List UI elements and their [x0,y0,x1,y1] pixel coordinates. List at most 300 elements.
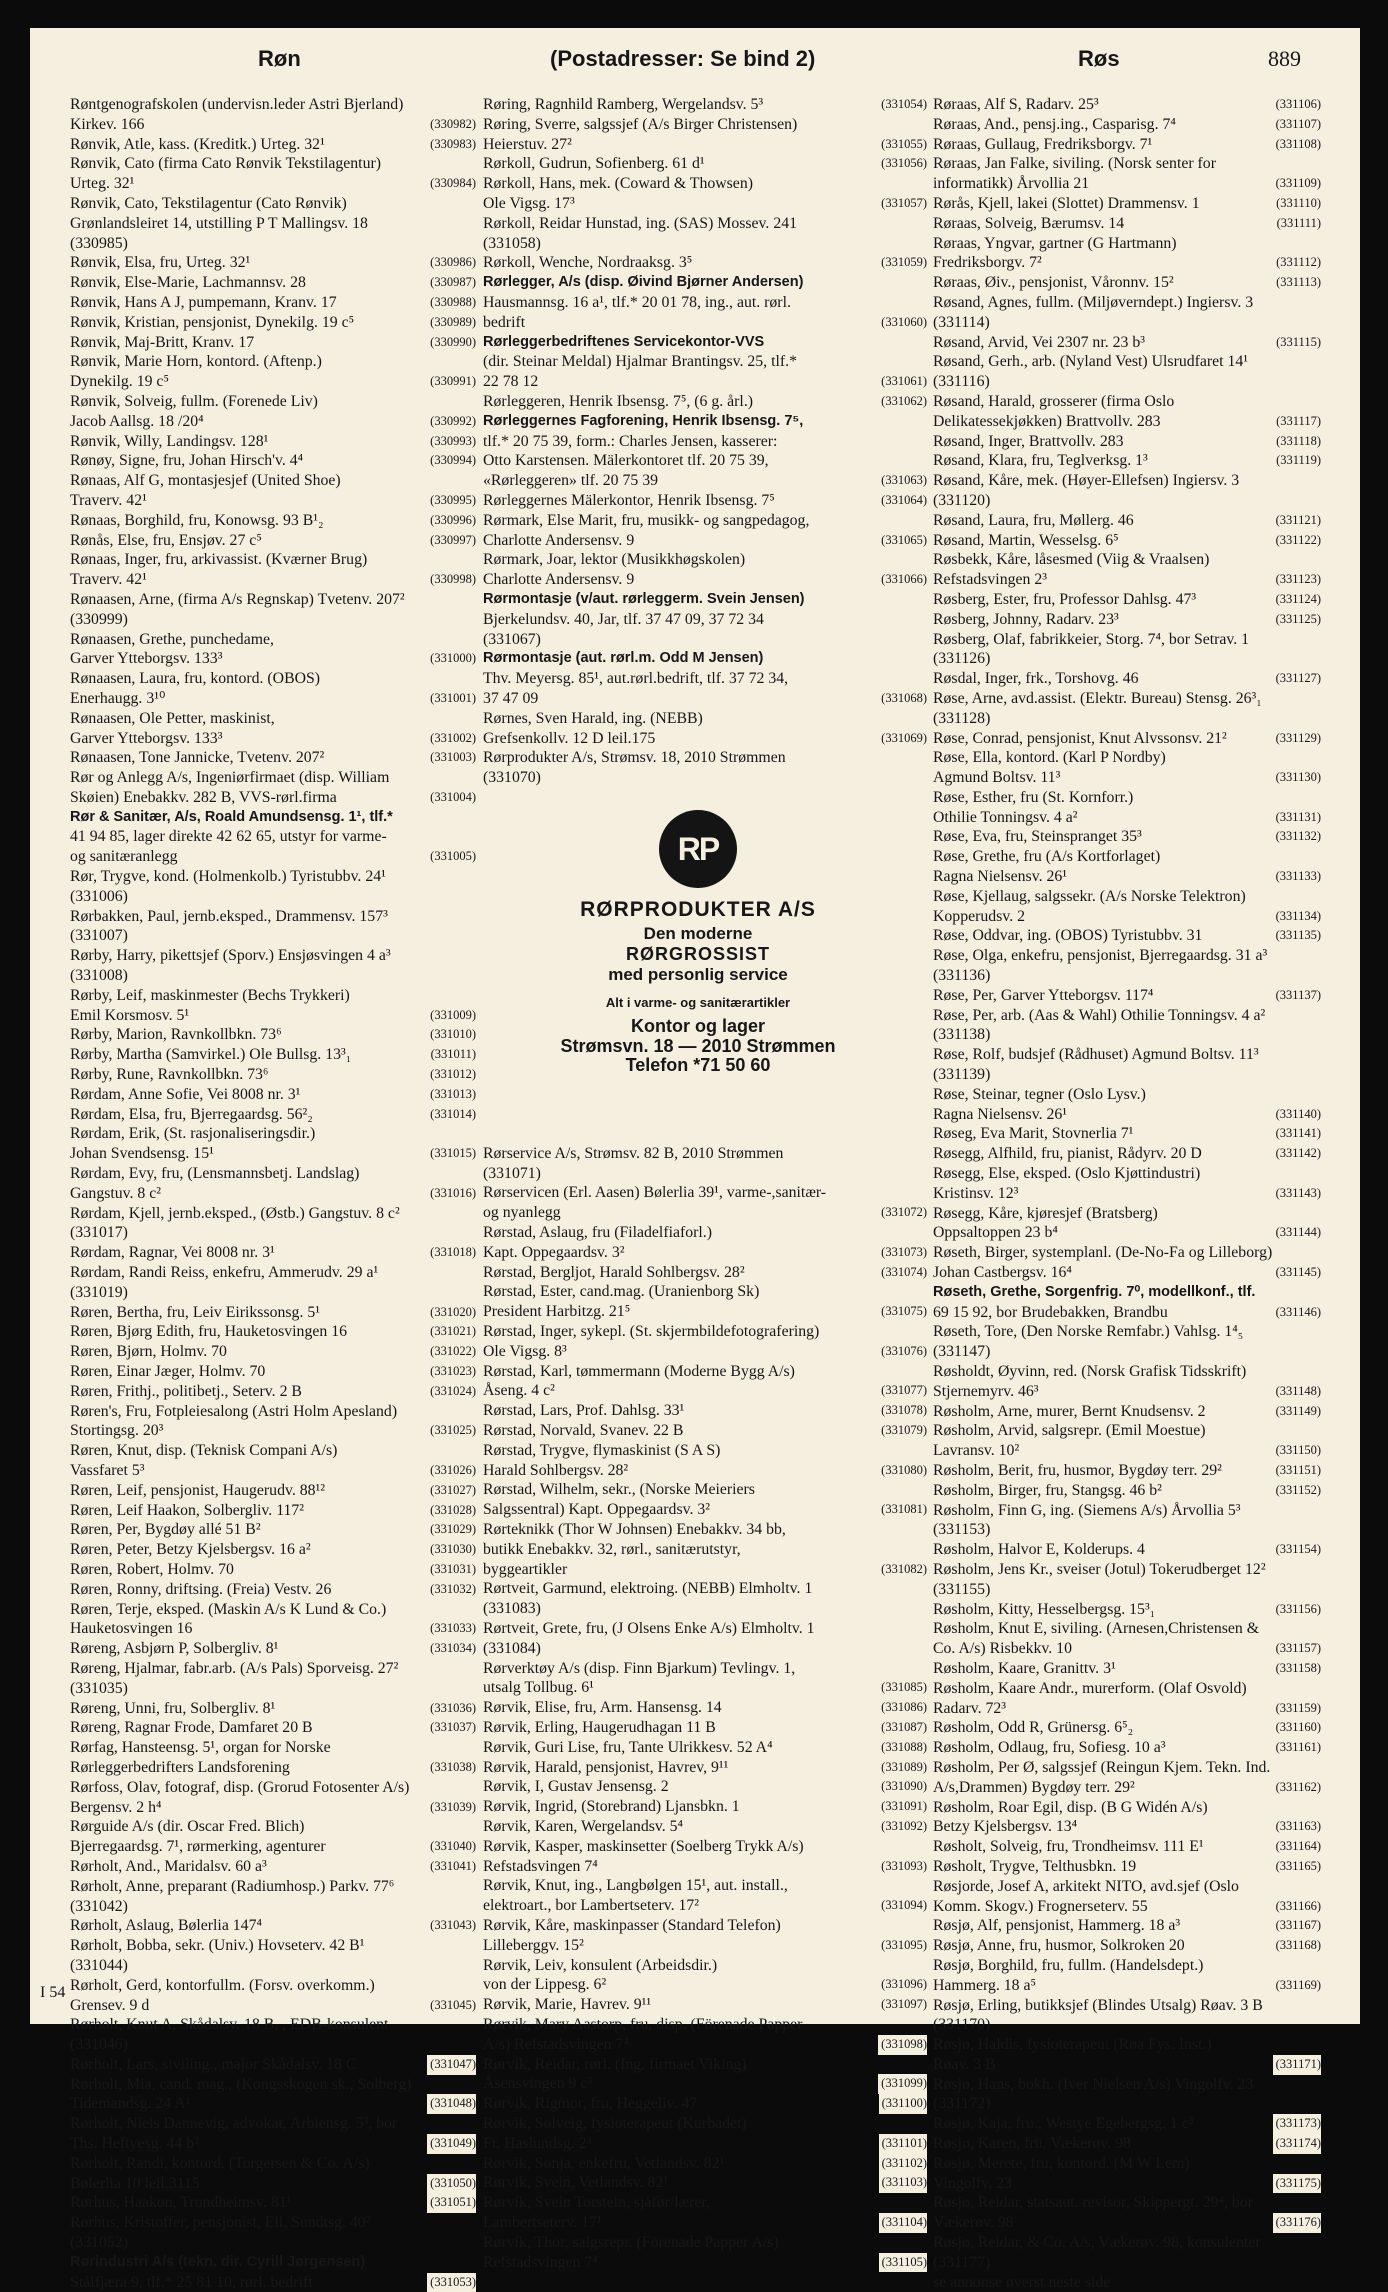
entry-text: (331008) [70,967,128,985]
directory-entry [933,392,1321,412]
entry-text: Kapt. Oppegaardsv. 3² [483,1243,625,1261]
directory-entry [933,1540,1321,1560]
entry-text: Rønaas, Alf G, montasjesjef (United Shoe) [70,472,341,490]
entry-number: (331020) [427,1303,476,1323]
entry-number: (330984) [427,174,476,194]
entry-text: Vassfaret 5³ [70,1461,145,1479]
entry-text: Rørdam, Elsa, fru, Bjerregaardsg. 56²₂ [70,1105,313,1123]
entry-text: (331153) [933,1521,991,1539]
directory-entry [70,451,476,471]
directory-entry [70,1164,476,1184]
directory-entry [933,2114,1321,2134]
directory-entry [70,234,476,254]
directory-entry [933,1679,1321,1699]
entry-text: Stålfjæra 9, tlf.* 25 81 10, rørl. bedrift [70,2273,313,2291]
entry-text: (331177) [933,2253,991,2271]
entry-text: Rørservicen (Erl. Aasen) Bølerlia 39¹, varme-,sanitær- [483,1184,827,1202]
entry-text: og sanitæranlegg [70,848,178,866]
directory-entry [70,2134,476,2154]
entry-text: Rørservice A/s, Strømsv. 82 B, 2010 Strømmen [483,1144,784,1162]
directory-entry [483,1758,927,1778]
directory-entry [70,1817,476,1837]
entry-text: Rørguide A/s (dir. Oscar Fred. Blich) [70,1818,305,1836]
entry-text: Rørmark, Else Marit, fru, musikk- og sangpedagog, [483,511,810,529]
directory-entry [70,1738,476,1758]
entry-text: Rønvik, Else-Marie, Lachmannsv. 28 [70,274,306,292]
entry-text: Tidemandsg. 24 A¹ [70,2095,191,2113]
entry-text: (331017) [70,1224,128,1242]
entry-text: Røsholm, Odlaug, fru, Sofiesg. 10 a³ [933,1739,1166,1757]
entry-number: (331059) [878,253,927,273]
directory-entry [70,1144,476,1164]
entry-text: Rørvik, Sonja, enkefru, Vetlandsv. 82¹ [483,2154,725,2172]
directory-entry [70,1362,476,1382]
entry-number: (330988) [427,293,476,313]
entry-text: Rørby, Martha (Samvirkel.) Ole Bullsg. 13³₁ [70,1046,352,1064]
directory-entry [70,253,476,273]
directory-entry [70,1204,476,1224]
directory-entry [483,154,927,174]
directory-entry [483,2134,927,2154]
entry-number: (331057) [878,194,927,214]
entry-text: Rønvik, Hans A J, pumpemann, Kranv. 17 [70,293,337,311]
directory-entry [70,2094,476,2114]
entry-text: Rørstad, Norvald, Svanev. 22 B [483,1422,684,1440]
entry-text: Røsjø, Reidar, & Co. A/s, Vækerøv. 98, konsulenter [933,2234,1261,2252]
directory-entry [70,313,476,333]
entry-text: Røse, Rolf, budsjef (Rådhuset) Agmund Boltsv. 11³ [933,1046,1259,1064]
entry-text: Røraas, Øiv., pensjonist, Våronnv. 15² [933,274,1174,292]
entry-text: (331114) [933,313,990,331]
entry-number: (331086) [878,1698,927,1718]
entry-number: (331027) [427,1481,476,1501]
entry-text: Røsand, Klara, fru, Teglverksg. 1³ [933,452,1148,470]
entry-number: (331031) [427,1560,476,1580]
directory-entry [933,946,1321,966]
directory-entry [933,1045,1321,1065]
directory-entry [933,2035,1321,2055]
entry-text: Røren, Per, Bygdøy allé 51 B² [70,1521,261,1539]
directory-entry [483,2094,927,2114]
entry-number: (331113) [1273,273,1321,293]
entry-text: Rørby, Rune, Ravnkollbkn. 73⁶ [70,1066,269,1084]
directory-entry [70,1283,476,1303]
entry-number: (331131) [1273,808,1321,828]
directory-entry [933,1619,1321,1639]
entry-text: Rørås, Kjell, lakei (Slottet) Drammensv. 1 [933,194,1200,212]
entry-text: Rønvik, Solveig, fullm. (Forenede Liv) [70,392,318,410]
entry-number: (331068) [878,689,927,709]
entry-text: Røsberg, Olaf, fabrikkeier, Storg. 7⁴, bor Setrav. 1 [933,630,1250,648]
entry-text: Røsjø, Haldis, fysioterapeut (Røa Fys. Inst.) [933,2036,1212,2054]
directory-entry [483,234,927,254]
entry-text: Røren, Ronny, driftsing. (Freia) Vestv. 26 [70,1580,332,1598]
entry-number: (331050) [427,2174,476,2194]
directory-entry [933,2134,1321,2154]
directory-entry [933,1065,1321,1085]
directory-entry [933,986,1321,1006]
entry-text: Røsdal, Inger, frk., Torshovg. 46 [933,670,1139,688]
directory-entry [70,511,476,531]
entry-text: Røntgenografskolen (undervisn.leder Astri Bjerland) [70,96,404,113]
entry-text: Rørleggerbedrifters Landsforening [70,1758,290,1776]
directory-entry [933,1124,1321,1144]
entry-text: Røsjø, Anne, fru, husmor, Solkroken 20 [933,1937,1185,1955]
directory-entry [70,709,476,729]
directory-entry [70,1976,476,1996]
entry-text: Bergensv. 2 h⁴ [70,1798,162,1816]
entry-text: Delikatessekjøkken) Brattvollv. 283 [933,412,1161,430]
entry-number: (331065) [878,531,927,551]
entry-number: (331160) [1273,1718,1321,1738]
directory-entry [483,1381,927,1401]
directory-entry [70,1322,476,1342]
directory-entry [483,1421,927,1441]
directory-entry [70,1857,476,1877]
directory-entry [70,1996,476,2016]
entry-number: (331022) [427,1342,476,1362]
entry-text: Rørmontasje (aut. rørl.m. Odd M Jensen) [483,650,764,667]
entry-text: Agmund Boltsv. 11³ [933,769,1061,787]
entry-text: (331155) [933,1580,991,1598]
entry-text: Radarv. 72³ [933,1699,1007,1717]
directory-entry [70,729,476,749]
directory-entry [483,194,927,214]
entry-number: (331026) [427,1461,476,1481]
entry-text: Kristinsv. 12³ [933,1184,1019,1202]
entry-text: Rønøy, Signe, fru, Johan Hirsch'v. 4⁴ [70,452,304,470]
entry-number: (331051) [427,2193,476,2213]
directory-entry [483,95,927,115]
entry-text: Rørvik, Thor, salgsrepr. (Förenade Papper A/s) [483,2233,779,2251]
entry-text: Rørdam, Evy, fru, (Lensmannsbetj. Landslag) [70,1165,360,1183]
directory-entry [70,570,476,590]
directory-entry [483,174,927,194]
directory-entry [483,689,927,709]
entry-number: (331118) [1273,432,1321,452]
directory-entry [483,1282,927,1302]
entry-text: Fr. Haslundsg. 2³ [483,2134,592,2152]
directory-entry [483,1777,927,1797]
directory-entry [933,1996,1321,2016]
directory-entry [70,1639,476,1659]
entry-text: Røseth, Grethe, Sorgenfrig. 7⁰, modellkonf., tlf. [933,1283,1256,1300]
entry-text: (331170) [933,2016,991,2034]
entry-number: (331094) [878,1896,927,1916]
entry-number: (331121) [1273,511,1321,531]
entry-text: Røse, Esther, fru (St. Kornforr.) [933,788,1134,806]
entry-text: Rørby, Harry, pikettsjef (Sporv.) Ensjøsvingen 4 a³ [70,947,391,965]
directory-entry [70,531,476,551]
directory-entry [483,214,927,234]
directory-entry [933,1778,1321,1798]
directory-entry [933,1600,1321,1620]
entry-text: A/s,Drammen) Bygdøy terr. 29² [933,1778,1135,1796]
directory-entry [933,2193,1321,2213]
entry-text: Rørvik, Knut, ing., Langbølgen 15¹, aut. install., [483,1877,788,1895]
entry-text: Garver Ytteborgsv. 133³ [70,729,223,747]
ad-line-1: Den moderne [643,923,753,943]
directory-entry [933,1243,1321,1263]
directory-entry [70,1659,476,1679]
entry-number: (331073) [878,1243,927,1263]
entry-number: (331013) [427,1085,476,1105]
entry-text: Rørprodukter A/s, Strømsv. 18, 2010 Strømmen [483,749,786,767]
entry-number: (331103) [879,2173,927,2193]
entry-number: (331048) [427,2094,476,2114]
ad-line-4: Alt i varme- og sanitærartikler [605,995,791,1011]
directory-entry [483,1223,927,1243]
entry-text: Røseg, Eva Marit, Stovnerlia 7¹ [933,1125,1134,1143]
entry-text: se annonse øverst neste side [933,2273,1111,2291]
entry-text: Rørleggerbedriftenes Servicekontor-VVS [483,333,765,350]
directory-entry [70,630,476,650]
directory-entry [933,1382,1321,1402]
directory-entry [933,432,1321,452]
entry-number: (331101) [879,2134,927,2154]
entry-text: Røraas, Alf S, Radarv. 25³ [933,96,1099,113]
entry-number: (331119) [1273,451,1321,471]
entry-text: Rørvik, Elise, fru, Arm. Hansensg. 14 [483,1699,722,1717]
entry-number: (331054) [878,95,927,115]
entry-number: (331028) [427,1501,476,1521]
directory-entry [483,293,927,313]
entry-text: Betzy Kjelsbergsv. 13⁴ [933,1818,1078,1836]
directory-entry [483,2213,927,2233]
directory-entry [483,1698,927,1718]
directory-entry [70,1105,476,1125]
entry-text: Røsholm, Kitty, Hesselbergsg. 15³₁ [933,1600,1156,1618]
entry-text: Røsholm, Kaare, Granittv. 3¹ [933,1659,1116,1677]
column-3 [933,95,1321,2292]
directory-entry [70,550,476,570]
entry-number: (331098) [878,2035,927,2055]
directory-entry [70,154,476,174]
directory-entry [483,2114,927,2134]
entry-number: (331078) [878,1401,927,1421]
entry-text: Røsjø, Karen, fru, Vækerøv. 98 [933,2135,1131,2153]
directory-entry [933,1718,1321,1738]
directory-entry [933,1085,1321,1105]
entry-text: Charlotte Andersensv. 9 [483,571,635,589]
entry-number: (331122) [1273,531,1321,551]
entry-text: Åseng. 4 c² [483,1382,555,1400]
directory-entry [483,1342,927,1362]
entry-text: Rørstad, Bergljot, Harald Sohlbergsv. 28² [483,1263,745,1281]
directory-entry [933,1758,1321,1778]
entry-text: (331120) [933,491,991,509]
entry-text: Rørfoss, Olav, fotograf, disp. (Grorud Fotosenter A/s) [70,1778,410,1796]
directory-entry [933,352,1321,372]
directory-entry [483,1797,927,1817]
entry-text: Rørvik, Mary Aastorp, fru, disp. (Förenade Papper [483,2015,803,2033]
entry-number: (331043) [427,1916,476,1936]
directory-entry [70,1025,476,1045]
entry-text: Røsholm, Jens Kr., sveiser (Jotul) Tokerudberget 12² [933,1560,1266,1578]
entry-text: Rør & Sanitær, A/s, Roald Amundsensg. 1¹, tlf.* [70,808,393,825]
entry-number: (331104) [879,2213,927,2233]
entry-text: Rørdam, Erik, (St. rasjonaliseringsdir.) [70,1125,316,1143]
entry-text: Rørvik, Leiv, konsulent (Arbeidsdir.) [483,1956,718,1974]
directory-entry [483,491,927,511]
directory-entry [933,372,1321,392]
directory-entry [933,1025,1321,1045]
entry-text: Rør og Anlegg A/s, Ingeniørfirmaet (disp. William [70,769,390,787]
directory-entry [933,590,1321,610]
entry-text: Røav. 3 B [933,2055,996,2073]
entry-number: (331002) [427,729,476,749]
entry-number: (331055) [878,135,927,155]
entry-number: (331132) [1273,827,1321,847]
entry-text: Jacob Aallsg. 18 /20⁴ [70,412,204,430]
entry-text: Grønlandsleiret 14, utstilling P T Mallingsv. 18 [70,214,368,232]
entry-text: Rørholt, Randi, kontord. (Torgersen & Co. A/s) [70,2154,370,2172]
entry-text: Røsholt, Solveig, fru, Trondheimsv. 111 E¹ [933,1838,1204,1856]
entry-number: (331130) [1273,768,1321,788]
entry-text: Røsholm, Odd R, Grünersg. 6⁵₂ [933,1719,1134,1737]
directory-entry [483,2074,927,2094]
entry-number: (330989) [427,313,476,333]
directory-entry [70,1540,476,1560]
entry-number: (331034) [427,1639,476,1659]
entry-text: Harald Sohlbergsv. 28² [483,1461,629,1479]
directory-entry [70,748,476,768]
directory-entry [70,669,476,689]
entry-text: Røren, Bjørn, Holmv. 70 [70,1343,227,1361]
directory-entry [483,1718,927,1738]
entry-text: Røsjø, Kaja, fru., Westye Egebergsg. 1 c³ [933,2115,1194,2133]
entry-text: Rørkoll, Wenche, Nordraaksg. 3⁵ [483,254,693,272]
ad-line-3: med personlig service [608,965,788,985]
entry-text: Rørdam, Randi Reiss, enkefru, Ammerudv. 29 a¹ [70,1264,379,1282]
directory-entry [933,273,1321,293]
entry-text: Rørvik, Ingrid, (Storebrand) Ljansbkn. 1 [483,1798,740,1816]
entry-number: (331029) [427,1520,476,1540]
directory-entry [933,1421,1321,1441]
directory-entry [70,1897,476,1917]
entry-text: Rørbakken, Paul, jernb.eksped., Drammensv. 157³ [70,907,388,925]
entry-number: (331137) [1273,986,1321,1006]
directory-entry [483,2173,927,2193]
entry-text: Røse, Oddvar, ing. (OBOS) Tyristubbv. 31 [933,927,1203,945]
directory-entry [70,115,476,135]
entry-number: (331004) [427,788,476,808]
entry-text: Hammerg. 18 a⁵ [933,1976,1037,1994]
directory-entry [933,1857,1321,1877]
entry-number: (331095) [878,1936,927,1956]
entry-number: (330997) [427,531,476,551]
entry-number: (331005) [427,847,476,867]
directory-entry [933,808,1321,828]
entry-number: (331152) [1273,1481,1321,1501]
directory-entry [483,432,927,452]
directory-entry [933,135,1321,155]
directory-entry [70,946,476,966]
directory-entry [483,115,927,135]
entry-number: (331045) [427,1996,476,2016]
directory-entry [483,1302,927,1322]
directory-entry [483,610,927,630]
directory-entry [933,729,1321,749]
directory-entry [483,1362,927,1382]
entry-number: (331123) [1273,570,1321,590]
directory-entry [933,1580,1321,1600]
header-left-keyword: Røn [258,46,301,71]
directory-entry [933,95,1321,115]
entry-number: (331014) [427,1105,476,1125]
directory-entry [70,590,476,610]
entry-text: Rørstad, Aslaug, fru (Filadelfiaforl.) [483,1224,713,1242]
entry-number: (330992) [427,412,476,432]
directory-entry [483,1500,927,1520]
entry-number: (331038) [427,1758,476,1778]
entry-text: Rørindustri A/s (tekn. dir. Cyrill Jørgensen) [70,2253,366,2270]
directory-entry [70,412,476,432]
directory-entry [483,1560,927,1580]
entry-text: (331019) [70,1283,128,1301]
entry-number: (331110) [1273,194,1321,214]
directory-entry [483,649,927,669]
directory-entry [483,1164,927,1184]
entry-text: Røsholm, Arne, murer, Bernt Knudsensv. 2 [933,1402,1206,1420]
entry-text: (331035) [70,1679,128,1697]
entry-number: (331174) [1273,2134,1321,2154]
directory-entry [483,570,927,590]
directory-entry [483,1619,927,1639]
entry-number: (331163) [1273,1817,1321,1837]
entry-text: Rønaasen, Grethe, punchedame, [70,630,274,648]
entry-text: Rørstad, Lars, Prof. Dahlsg. 33¹ [483,1402,685,1420]
directory-entry [933,531,1321,551]
directory-entry [933,1184,1321,1204]
entry-text: Røsegg, Alfhild, fru, pianist, Rådyrv. 20 D [933,1145,1202,1163]
entry-text: og nyanlegg [483,1204,561,1222]
directory-entry [70,333,476,353]
entry-text: Røse, Ella, kontord. (Karl P Nordby) [933,749,1166,767]
entry-number: (331023) [427,1362,476,1382]
entry-number: (331033) [427,1619,476,1639]
entry-text: Røse, Per, Garver Ytteborgsv. 117⁴ [933,986,1154,1004]
entry-text: Røreng, Hjalmar, fabr.arb. (A/s Pals) Sporveisg. 27² [70,1659,399,1677]
entry-text: Kopperudsv. 2 [933,907,1025,925]
entry-text: Røseth, Birger, systemplanl. (De-No-Fa og Lilleborg) [933,1244,1273,1262]
entry-text: Røsjø, Hans, bokh. (Iver Nielsen A/s) Vingolfv. 23 [933,2075,1254,2093]
entry-text: Rørstad, Trygve, flymaskinist (S A S) [483,1441,721,1459]
entry-text: Skøien) Enebakkv. 282 B, VVS-rørl.firma [70,788,337,806]
directory-entry [70,1679,476,1699]
directory-entry [933,174,1321,194]
directory-entry [483,135,927,155]
entry-text: Rørkoll, Gudrun, Sofienberg. 61 d¹ [483,155,705,173]
entry-text: Røren, Terje, eksped. (Maskin A/s K Lund & Co.) [70,1600,387,1618]
entry-text: Røraas, Solveig, Bærumsv. 14 [933,214,1125,232]
directory-entry [933,412,1321,432]
directory-entry [483,1817,927,1837]
directory-entry [933,2253,1321,2273]
entry-text: Røren, Peter, Betzy Kjelsbergsv. 16 a² [70,1541,311,1559]
entry-text: Røsjorde, Josef A, arkitekt NITO, avd.sjef (Oslo [933,1877,1239,1895]
directory-entry [483,1480,927,1500]
entry-number: (331134) [1273,907,1321,927]
directory-entry [483,2253,927,2273]
entry-number: (331112) [1273,253,1321,273]
entry-text: Rønvik, Willy, Landingsv. 128¹ [70,432,269,450]
entry-number: (330993) [427,432,476,452]
ad-line-2: RØRGROSSIST [625,944,770,965]
directory-entry [70,273,476,293]
directory-entry [70,1303,476,1323]
entry-text: Røse, Steinar, tegner (Oslo Lysv.) [933,1085,1146,1103]
